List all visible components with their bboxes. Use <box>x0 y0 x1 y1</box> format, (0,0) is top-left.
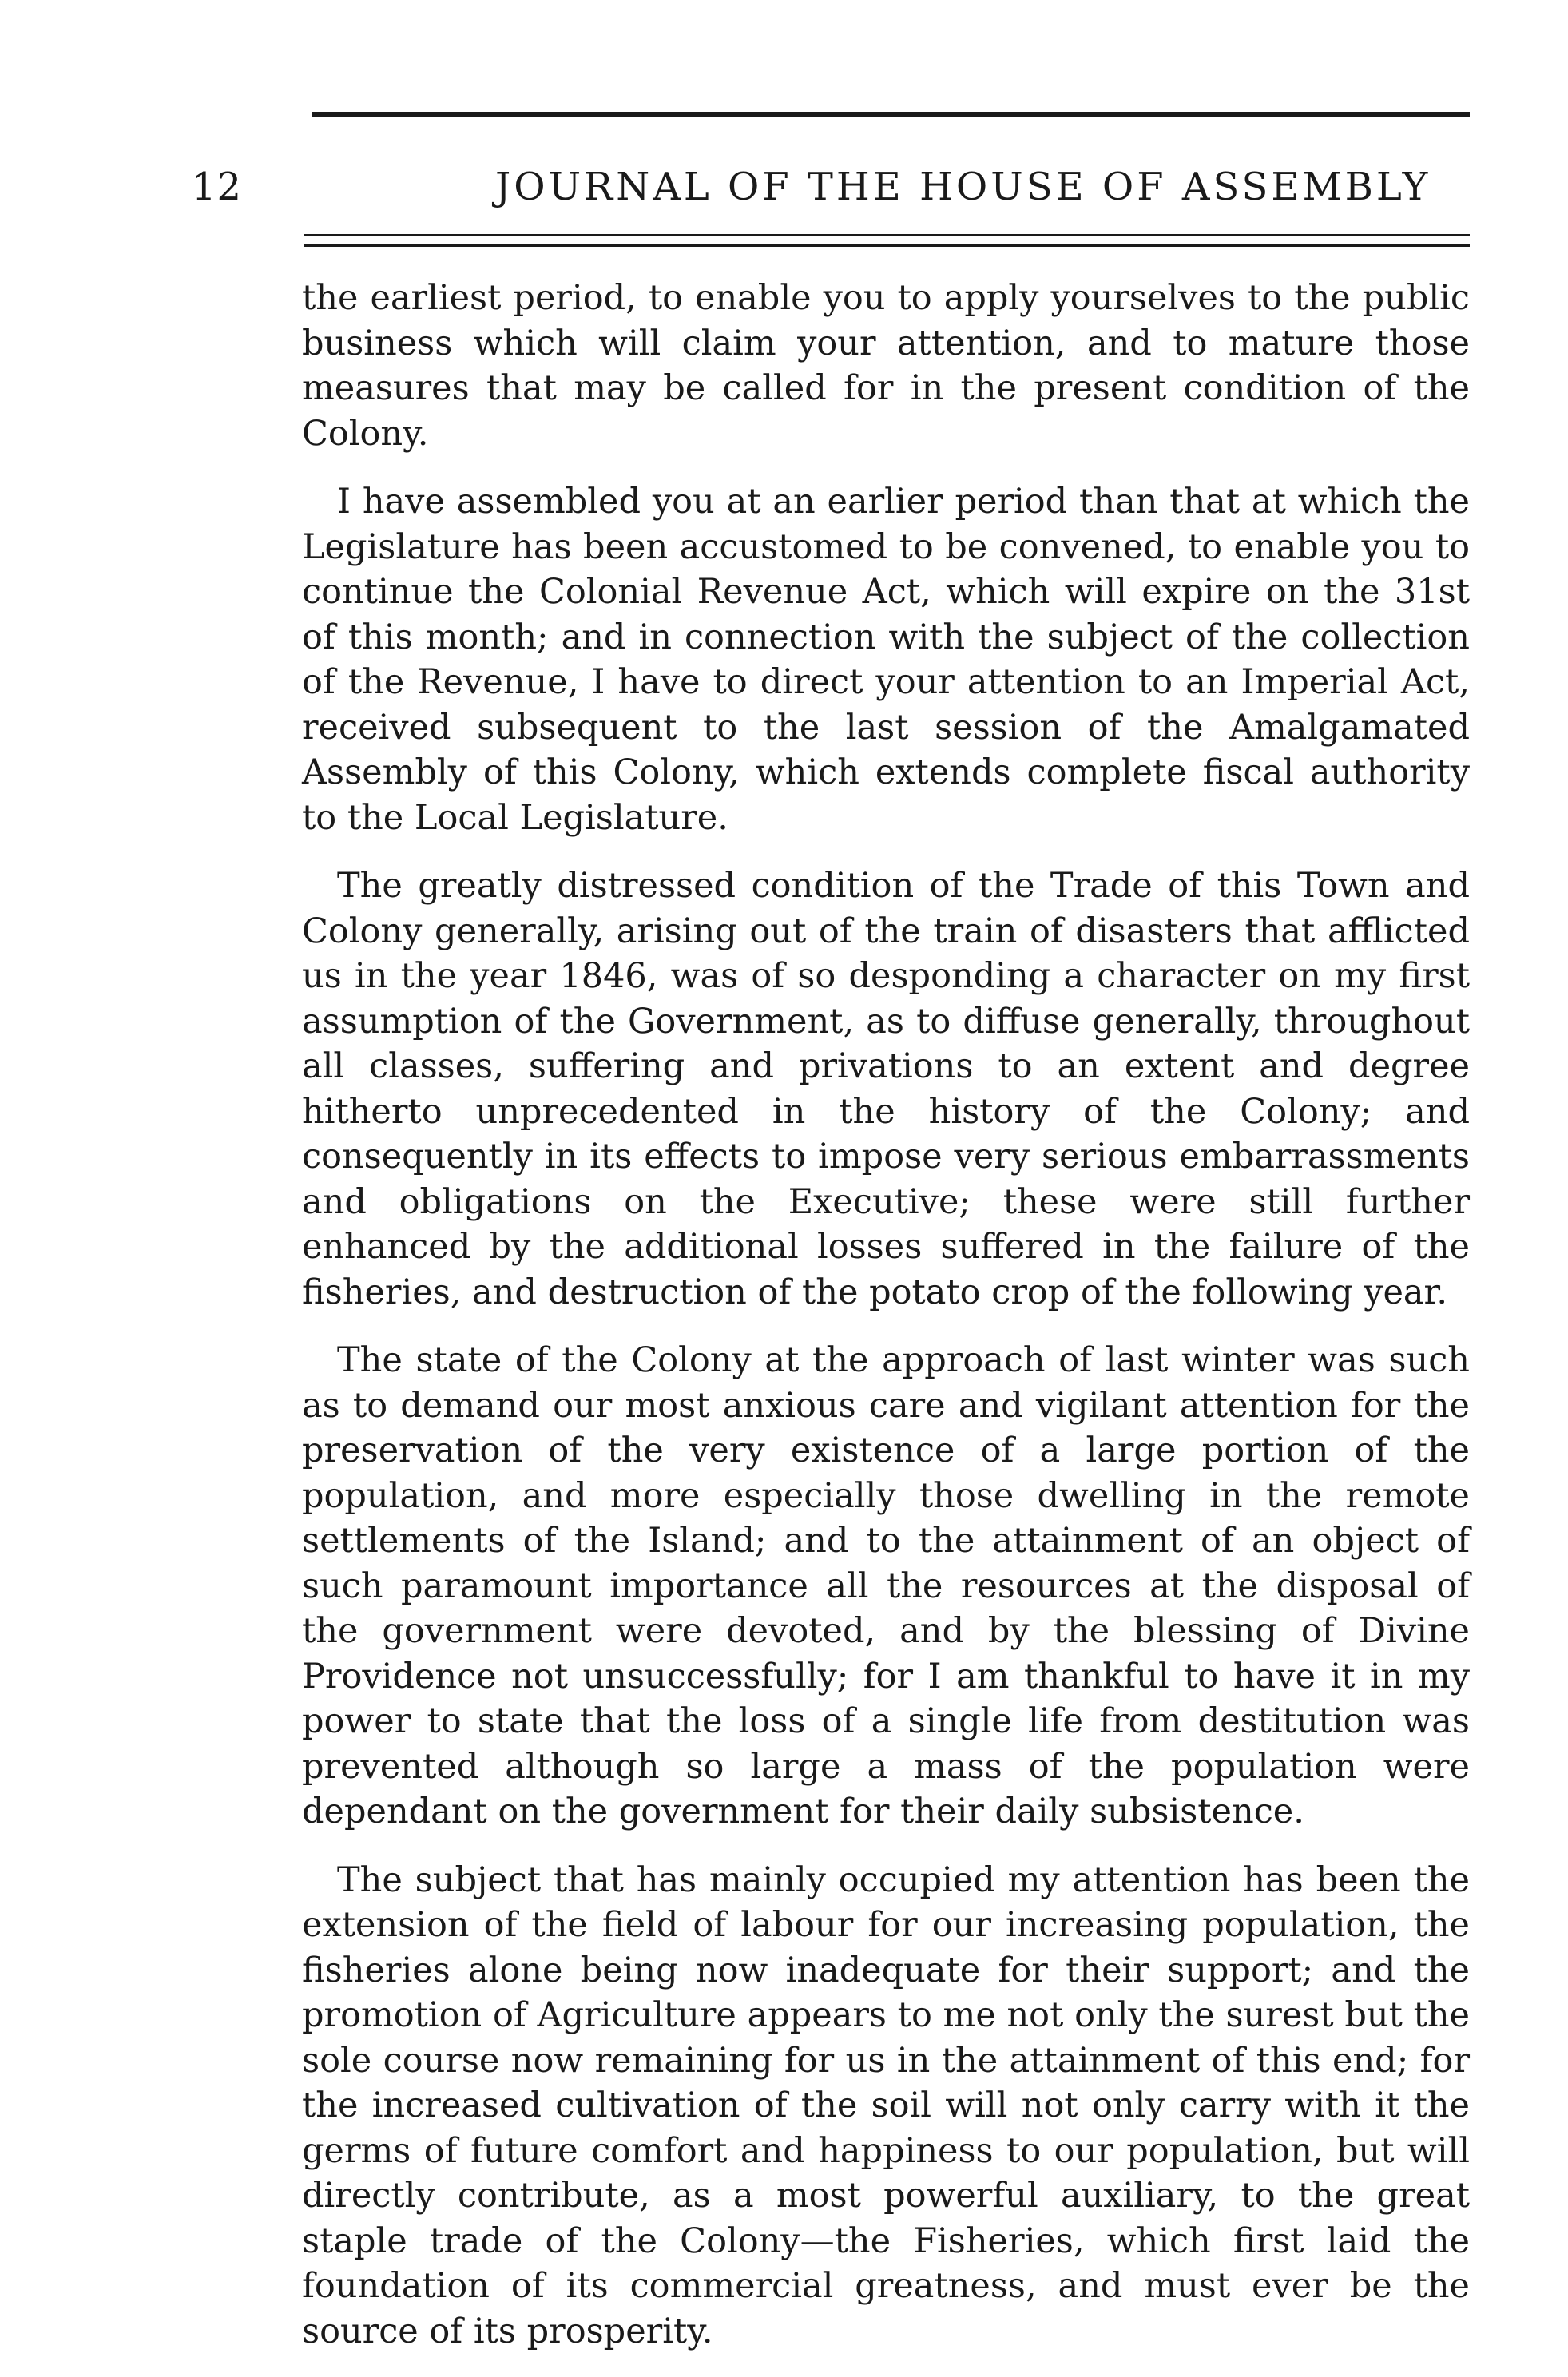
paragraph-agriculture: The subject that has mainly occupied my attention has been the extension of the field of labour for our increasing population, the fisheries alone being now inadequate for their support; and the promotion of Agriculture appears to me not only the surest but the sole course now remaining for us in the attainment of this end; for the increased cultivation of the soil will not only carry with it the germs of future comfort and happiness to our population, but will directly contribute, as a most powerful auxiliary, to the great staple trade of the Colony—the Fisheries, which first laid the foundation of its commercial greatness, and must ever be the source of its prosperity. <box>302 1859 1470 2351</box>
paragraph-winter-relief: The state of the Colony at the approach of last winter was such as to demand our most anxious care and vigilant attention for the preservation of the very existence of a large portion of the population, and more especially those dwelling in the remote settlements of the Island; and to the attainment of an object of such paramount importance all the resources at the disposal of the government were devoted, and by the blessing of Divine Providence not unsuccessfully; for I am thankful to have it in my power to state that the loss of a single life from destitution was prevented although so large a mass of the population were dependant on the government for their daily subsistence. <box>302 1340 1470 1831</box>
body-text <box>302 276 1470 2377</box>
paragraph-legislature-convened: I have assembled you at an earlier period than that at which the Legislature has been accustomed to be convened, to enable you to continue the Colonial Revenue Act, which will expire on the 31st of this month; and in connection with the subject of the collection of the Revenue, I have to direct your attention to an Imperial Act, received subsequent to the last session of the Amalgamated Assembly of this Colony, which extends complete fiscal authority to the Local Legislature. <box>302 482 1470 838</box>
page-header <box>192 158 1470 216</box>
header-rule-lower <box>304 244 1470 247</box>
header-rule-upper <box>304 234 1470 236</box>
paragraph-continuation: the earliest period, to enable you to apply yourselves to the public business which will claim your attention, and to mature those measures that may be called for in the present condition of the Colony. <box>302 278 1470 454</box>
paragraph-trade-distress: The greatly distressed condition of the Trade of this Town and Colony generally, arising out of the train of disasters that afflicted us in the year 1846, was of so desponding a character on my first assumption of the Government, as to diffuse generally, throughout all classes, suffering and privations to an extent and degree hitherto unprecedented in the history of the Colony; and consequently in its effects to impose very serious embarrassments and obligations on the Executive; these were still further enhanced by the additional losses suffered in the failure of the fisheries, and destruction of the potato crop of the following year. <box>302 866 1470 1312</box>
running-title: JOURNAL OF THE HOUSE OF ASSEMBLY <box>495 165 1431 209</box>
page-number: 12 <box>192 165 243 209</box>
top-rule <box>312 112 1470 117</box>
